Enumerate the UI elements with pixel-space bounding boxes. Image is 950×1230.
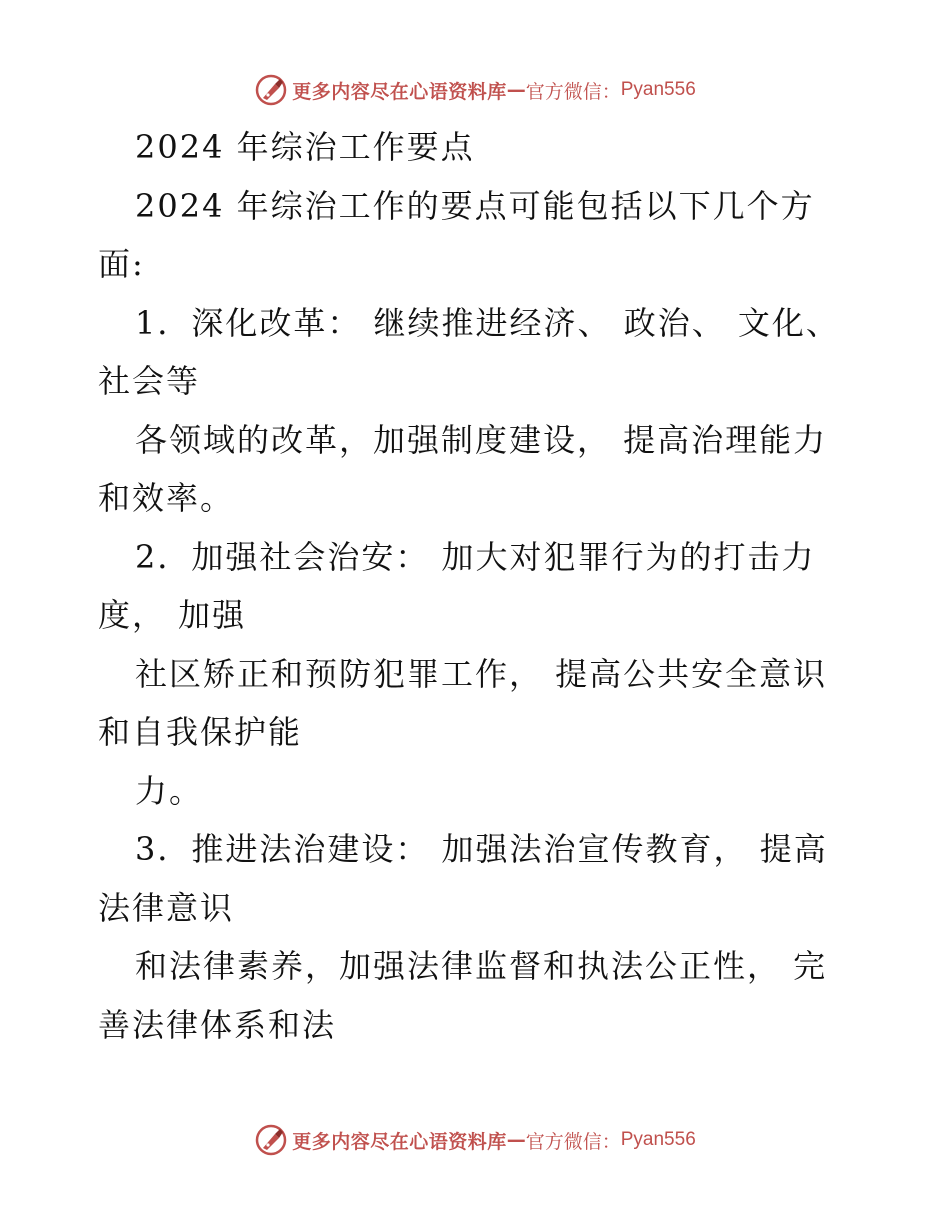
pen-nib-logo-icon bbox=[254, 73, 288, 107]
document-body bbox=[98, 118, 838, 1054]
banner-wechat-label: 官方微信： bbox=[525, 80, 621, 103]
paragraph-line: 和效率。 bbox=[98, 479, 235, 517]
banner-wechat-id: Pyan556 bbox=[620, 1129, 696, 1150]
paragraph-line: 法律意识 bbox=[98, 888, 235, 927]
banner-wechat-id: Pyan556 bbox=[620, 79, 696, 100]
paragraph-line: 2024 年综治工作的要点可能包括以下几个方 bbox=[135, 186, 815, 225]
banner-wechat-label: 官方微信： bbox=[525, 1130, 621, 1153]
document-title: 2024 年综治工作要点 bbox=[135, 128, 475, 166]
paragraph-line: 力。 bbox=[135, 771, 204, 810]
paragraph-line: 各领域的改革，加强制度建设， 提高治理能力 bbox=[135, 420, 828, 459]
paragraph-line: 1．深化改革： 继续推进经济、 政治、 文化、 bbox=[135, 303, 840, 342]
footer-banner bbox=[0, 1120, 950, 1160]
paragraph-line: 面: bbox=[98, 245, 145, 283]
banner-separator: — bbox=[506, 79, 526, 101]
paragraph-line: 和自我保护能 bbox=[98, 713, 303, 751]
paragraph-line: 度， 加强 bbox=[98, 596, 247, 634]
paragraph-line: 和法律素养，加强法律监督和执法公正性， 完 bbox=[135, 947, 828, 985]
header-banner bbox=[0, 70, 950, 110]
paragraph-line: 2．加强社会治安： 加大对犯罪行为的打击力 bbox=[135, 537, 816, 576]
paragraph-line: 善法律体系和法 bbox=[98, 1005, 337, 1044]
paragraph-line: 社区矫正和预防犯罪工作， 提高公共安全意识 bbox=[135, 654, 828, 693]
banner-title: 更多内容尽在心语资料库 bbox=[292, 80, 507, 103]
paragraph-line: 社会等 bbox=[98, 362, 201, 400]
banner-title: 更多内容尽在心语资料库 bbox=[292, 1130, 507, 1153]
banner-separator: — bbox=[506, 1129, 526, 1151]
paragraph-line: 3．推进法治建设： 加强法治宣传教育， 提高 bbox=[135, 830, 828, 868]
pen-nib-logo-icon bbox=[254, 1123, 288, 1157]
